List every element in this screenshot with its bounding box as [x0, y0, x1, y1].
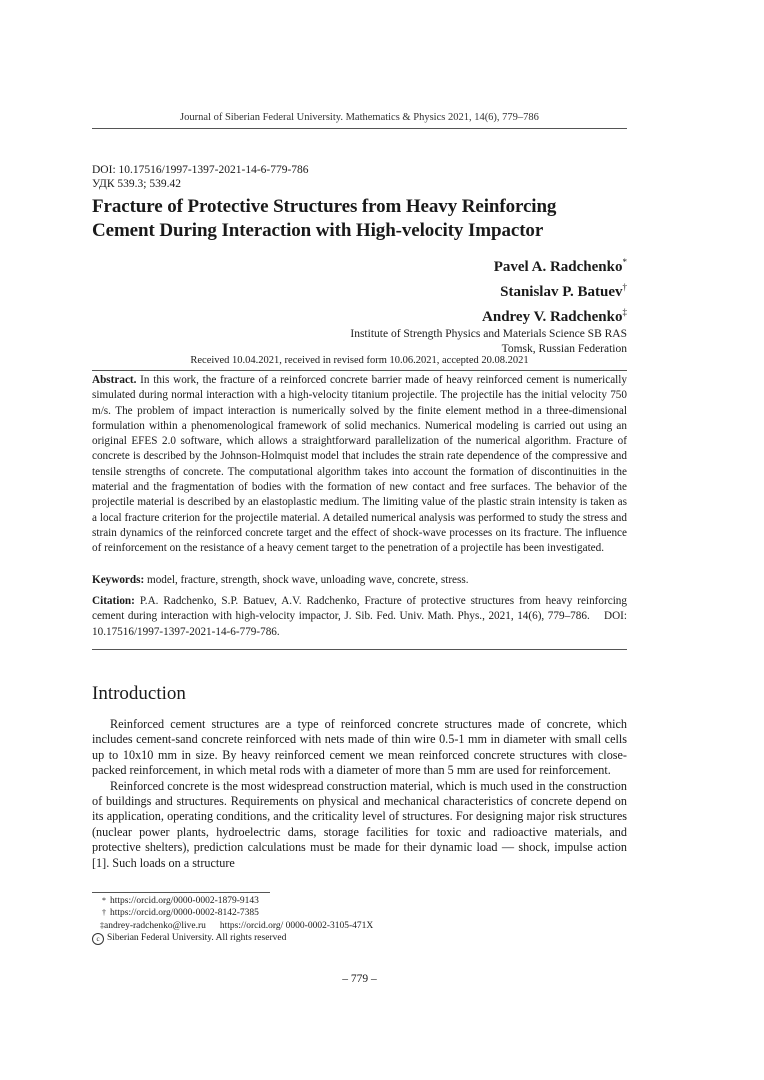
citation-label: Citation: — [92, 595, 135, 607]
keywords — [92, 573, 627, 588]
paragraph: Reinforced cement structures are a type of reinforced concrete structures made of concrete, which includes cement-sand concrete reinforced with nets made of thin wire 0.5-1 mm in diameter with small cells up to 10x10 mm in size. By heavy reinforced cement we mean reinforced concrete structures with close-packed reinforcement, in which metal rods with a diameter of more than 5 mm are used for reinforcement. — [92, 717, 627, 778]
footnote-1: * https://orcid.org/0000-0002-1879-9143 — [102, 896, 259, 906]
abstract — [92, 373, 627, 557]
affiliation: Institute of Strength Physics and Materials Science SB RAS — [350, 328, 627, 340]
abstract-label: Abstract. — [92, 374, 137, 386]
running-head: Journal of Siberian Federal University. Mathematics & Physics 2021, 14(6), 779–786 — [180, 112, 539, 123]
footnote-2: † https://orcid.org/0000-0002-8142-7385 — [102, 908, 259, 919]
author-2: Stanislav P. Batuev† — [500, 282, 627, 300]
keywords-label: Keywords: — [92, 574, 145, 586]
introduction-body — [92, 717, 627, 871]
location: Tomsk, Russian Federation — [501, 343, 627, 355]
received-dates: Received 10.04.2021, received in revised form 10.06.2021, accepted 20.08.2021 — [190, 355, 529, 366]
copyright-notice: c Siberian Federal University. All rights reserved — [92, 932, 373, 945]
copyright-icon: c — [92, 933, 104, 945]
footnote-mark: ‡ — [622, 307, 627, 317]
abstract-text: In this work, the fracture of a reinforced concrete barrier made of heavy reinforced cement is numerically simulated during normal interaction with a high-velocity titanium projectile. The projectile has the initial velocity 750 m/s. The problem of impact interaction is numerically solved by the finite element method in a three-dimensional formulation within a phenomenological framework of solid mechanics. Numerical modeling is carried out using an original EFES 2.0 software, which allows a straightforward parallelization of the numerical algorithm. Fracture of concrete is described by the Johnson-Holmquist model that includes the strain rate dependence of the compressive and tensile strengths of concrete. The computational algorithm takes into account the formation of discontinuities in the material and the fragmentation of bodies with the formation of new contact and free surfaces. The behavior of the projectile material is described by an elastoplastic medium. The limiting value of the plastic strain intensity is taken as a local fracture criterion for the projectile material. A detailed numerical analysis was performed to study the stress and strain dynamics of the reinforced concrete target and the effect of shock-wave processes on its fracture. The influence of reinforcement on the resistance of a heavy cement target to the penetration of a projectile has been investigated. — [92, 374, 627, 555]
citation-text: P.A. Radchenko, S.P. Batuev, A.V. Radchenko, Fracture of protective structures from heavy reinforcing cement during interaction with high-velocity impactor, J. Sib. Fed. Univ. Math. Phys., 2021, 14(6), 779–786. DOI: 10.17516/1997-1397-2021-14-6-779-786. — [92, 595, 630, 638]
header-rule — [92, 128, 627, 129]
footnote-mark: * — [622, 257, 627, 267]
paragraph: Reinforced concrete is the most widespread construction material, which is much used in the construction of buildings and structures. Requirements on physical and mechanical characteristics of concrete depend on its application, operating conditions, and the criticality level of structures. For designing major risk structures (nuclear power plants, hydroelectric dams, storage facilities for toxic and radioactive materials, and protective shelters), prediction calculations must be made for their dynamic load — shock, impulse action [1]. Such loads on a structure — [92, 778, 627, 870]
section-heading-introduction: Introduction — [92, 683, 186, 704]
page-number: – 779 – — [342, 973, 377, 985]
email-link[interactable]: andrey-radchenko@live.ru — [104, 920, 206, 931]
author-block — [350, 252, 627, 357]
orcid-link[interactable]: https://orcid.org/0000-0002-1879-9143 — [110, 896, 259, 906]
abstract-bottom-rule — [92, 649, 627, 650]
udk-code: УДК 539.3; 539.42 — [92, 178, 181, 190]
footnote-mark: † — [622, 282, 627, 292]
footnotes — [92, 895, 373, 945]
orcid-link[interactable]: https://orcid.org/0000-0002-8142-7385 — [110, 908, 259, 919]
abstract-top-rule — [92, 370, 627, 371]
author-3: Andrey V. Radchenko‡ — [482, 307, 627, 325]
author-1: Pavel A. Radchenko* — [493, 257, 627, 275]
keywords-text: model, fracture, strength, shock wave, unloading wave, concrete, stress. — [147, 574, 469, 586]
title-line-2: Cement During Interaction with High-velocity Impactor — [92, 220, 544, 241]
footnote-3: ‡andrey-radchenko@live.ru https://orcid.org/ 0000-0002-3105-471X — [100, 920, 374, 931]
doi: DOI: 10.17516/1997-1397-2021-14-6-779-786 — [92, 164, 309, 176]
title-line-1: Fracture of Protective Structures from Heavy Reinforcing — [92, 196, 557, 217]
footnote-rule — [92, 892, 270, 893]
citation — [92, 594, 630, 640]
paper-title — [92, 195, 632, 243]
orcid-link[interactable]: https://orcid.org/ 0000-0002-3105-471X — [219, 920, 374, 931]
